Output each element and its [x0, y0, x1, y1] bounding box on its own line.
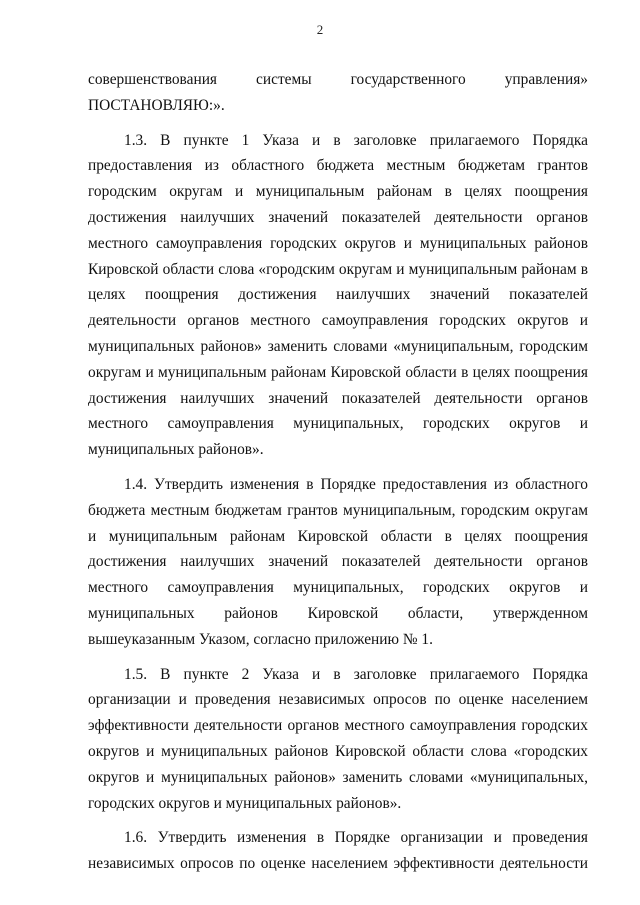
paragraph-1-4: 1.4. Утвердить изменения в Порядке предоставления из областного бюджета местным бюджетам грантов муниципальным, городским округам и муниципальным районам Кировской области в целях поощрения достижения наилучших значений показателей деятельности органов местного самоуправления муниципальных, городских округов и муниципальных районов Кировской области, утвержденном вышеуказанным Указом, согласно приложению № 1.: [88, 475, 588, 648]
page-number: 2: [316, 22, 324, 37]
paragraph-1-6: 1.6. Утвердить изменения в Порядке организации и проведения независимых опросов по оценке населением эффективности деятельности: [88, 829, 588, 873]
paragraph-resolution: ПОСТАНОВЛЯЮ:».: [88, 96, 225, 114]
paragraph-continuation-line: совершенствования системы государственного управления»: [88, 71, 588, 88]
document-body: [88, 67, 588, 877]
paragraph-1-5: 1.5. В пункте 2 Указа и в заголовке прилагаемого Порядка организации и проведения независимых опросов по оценке населением эффективности деятельности органов местного самоуправления городских округов и муниципальных районов Кировской области слова «городских округов и муниципальных районов» заменить словами «муниципальных, городских округов и муниципальных районов».: [88, 665, 588, 812]
paragraph-1-3: 1.3. В пункте 1 Указа и в заголовке прилагаемого Порядка предоставления из областного бюджета местным бюджетам грантов городским округам и муниципальным районам в целях поощрения достижения наилучших значений показателей деятельности органов местного самоуправления городских округов и муниципальных районов Кировской области слова «городским округам и муниципальным районам в целях поощрения достижения наилучших значений показателей деятельности органов местного самоуправления городских округов и муниципальных районов» заменить словами «муниципальным, городским округам и муниципальным районам Кировской области в целях поощрения достижения наилучших значений показателей деятельности органов местного самоуправления муниципальных, городских округов и муниципальных районов».: [88, 131, 588, 459]
